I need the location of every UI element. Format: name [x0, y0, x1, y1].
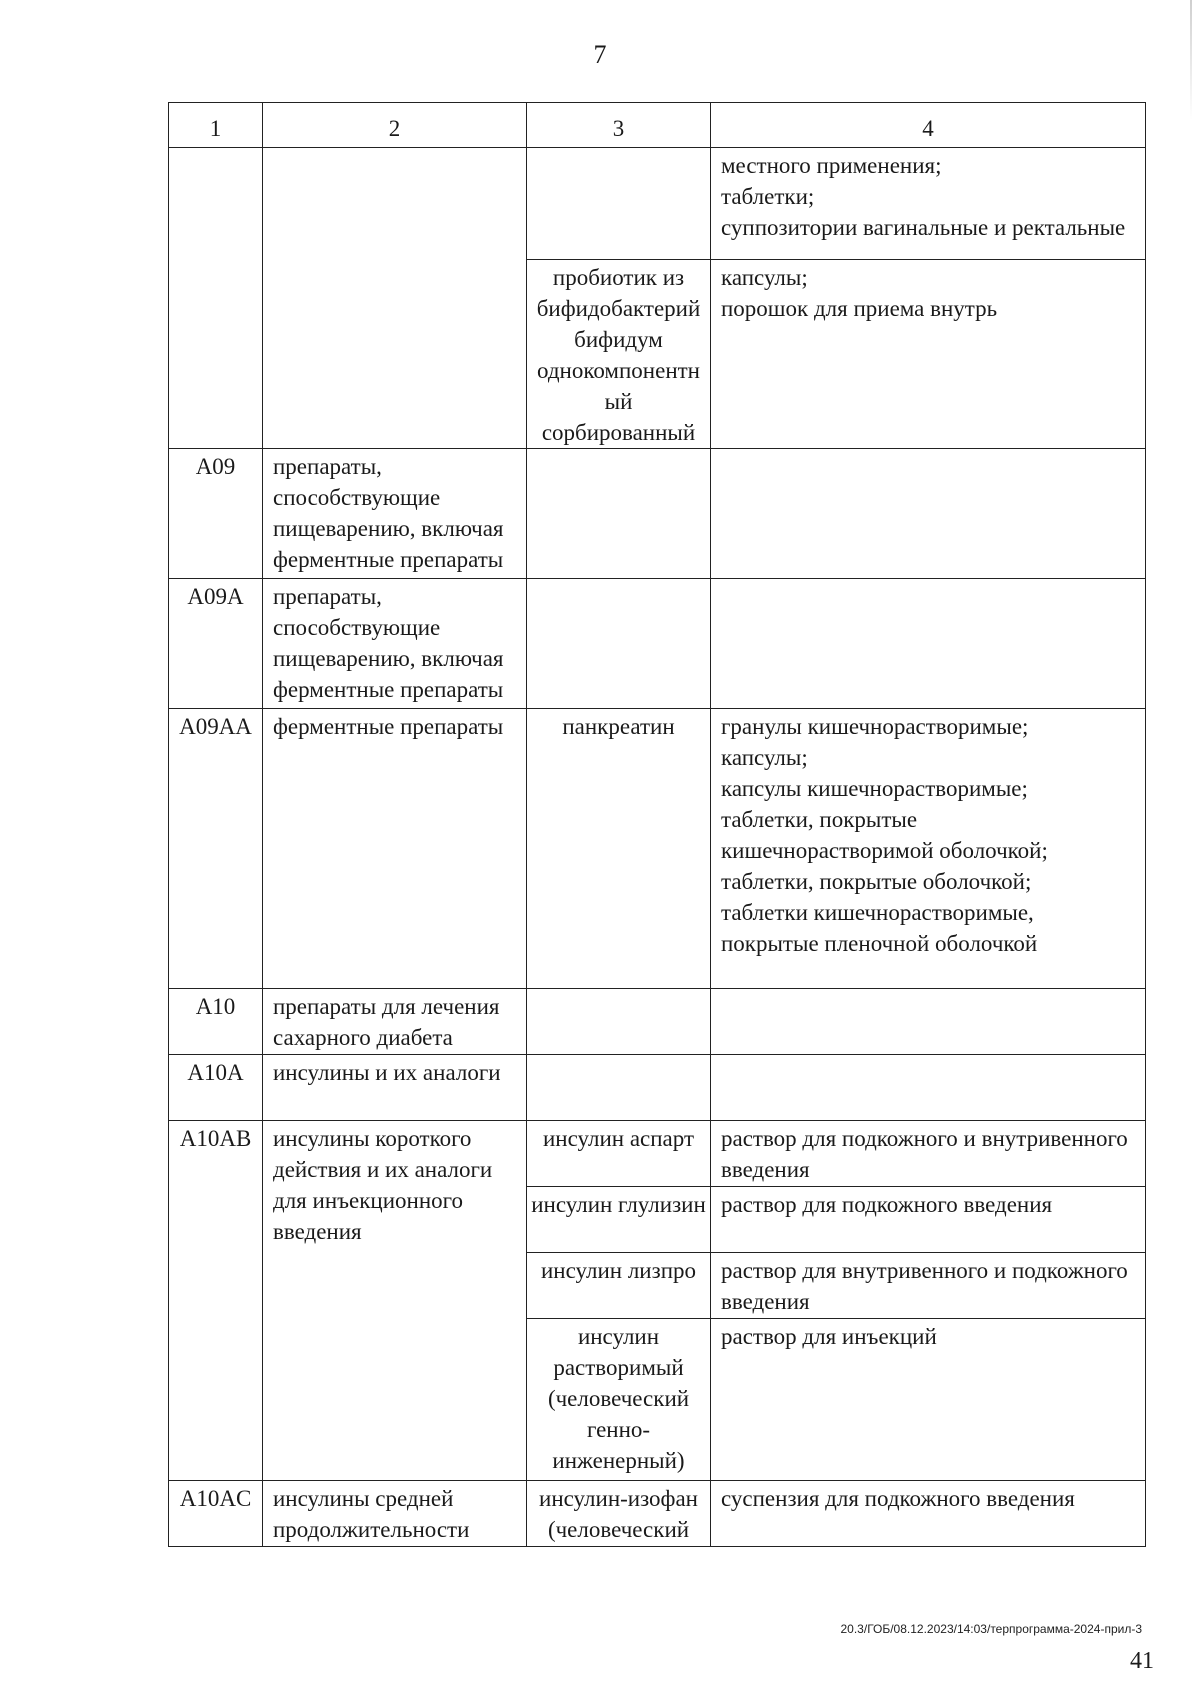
form-line: капсулы;	[721, 265, 808, 290]
form-line: раствор для подкожного введения	[721, 1192, 1053, 1217]
table-row	[169, 1055, 1146, 1121]
forms-cell	[711, 989, 1146, 1055]
form-line: порошок для приема внутрь	[721, 296, 998, 321]
atc-code-cell	[169, 148, 263, 449]
atc-code-cell: A10A	[169, 1055, 263, 1121]
header-cell-3: 3	[527, 103, 711, 148]
table-row	[169, 1481, 1146, 1547]
forms-cell	[711, 1481, 1146, 1547]
atc-code-cell: A10AC	[169, 1481, 263, 1547]
table-row	[169, 449, 1146, 579]
header-cell-1: 1	[169, 103, 263, 148]
atc-code-cell: A09	[169, 449, 263, 579]
forms-cell	[711, 148, 1146, 260]
forms-cell	[711, 260, 1146, 449]
atc-code-cell: A10AB	[169, 1121, 263, 1481]
inn-cell: инсулин растворимый (человеческий генно-инженерный)	[527, 1319, 711, 1481]
forms-cell	[711, 1319, 1146, 1481]
form-line: таблетки, покрытые кишечнорастворимой оболочкой;	[721, 807, 1048, 863]
group-cell: препараты, способствующие пищеварению, включая ферментные препараты	[263, 449, 527, 579]
form-line: раствор для инъекций	[721, 1324, 937, 1349]
forms-cell	[711, 1055, 1146, 1121]
forms-cell	[711, 579, 1146, 709]
inn-cell	[527, 1055, 711, 1121]
page-number: 7	[593, 40, 607, 69]
group-cell: инсулины средней продолжительности	[263, 1481, 527, 1547]
atc-code-cell: A09AA	[169, 709, 263, 989]
group-cell	[263, 148, 527, 449]
inn-cell: инсулин аспарт	[527, 1121, 711, 1187]
form-line: раствор для подкожного и внутривенного введения	[721, 1126, 1128, 1182]
inn-cell	[527, 579, 711, 709]
header-cell-2: 2	[263, 103, 527, 148]
form-line: таблетки кишечнорастворимые, покрытые пленочной оболочкой	[721, 900, 1038, 956]
group-cell: ферментные препараты	[263, 709, 527, 989]
inn-cell: пробиотик из бифидобактерий бифидум однокомпонентный сорбированный	[527, 260, 711, 449]
footer-page-number: 41	[1130, 1648, 1154, 1674]
document-stamp: 20.3/ГОБ/08.12.2023/14:03/терпрограмма-2024-прил-3	[840, 1622, 1142, 1636]
table-row	[169, 579, 1146, 709]
drug-table	[168, 102, 1146, 1547]
forms-cell	[711, 1121, 1146, 1187]
table-row	[169, 1121, 1146, 1187]
inn-cell: инсулин лизпро	[527, 1253, 711, 1319]
table-header-row	[169, 103, 1146, 148]
forms-cell	[711, 1253, 1146, 1319]
group-cell: инсулины и их аналоги	[263, 1055, 527, 1121]
table-row	[169, 989, 1146, 1055]
group-cell: препараты, способствующие пищеварению, включая ферментные препараты	[263, 579, 527, 709]
form-line: капсулы;	[721, 745, 808, 770]
forms-cell	[711, 709, 1146, 989]
form-line: гранулы кишечнорастворимые;	[721, 714, 1029, 739]
form-line: местного применения;	[721, 153, 942, 178]
group-cell: препараты для лечения сахарного диабета	[263, 989, 527, 1055]
forms-cell	[711, 449, 1146, 579]
inn-cell: инсулин-изофан (человеческий	[527, 1481, 711, 1547]
header-cell-4: 4	[711, 103, 1146, 148]
form-line: суппозитории вагинальные и ректальные	[721, 215, 1126, 240]
inn-cell	[527, 989, 711, 1055]
form-line: капсулы кишечнорастворимые;	[721, 776, 1028, 801]
inn-cell	[527, 449, 711, 579]
inn-cell: панкреатин	[527, 709, 711, 989]
atc-code-cell: A09A	[169, 579, 263, 709]
table-row	[169, 148, 1146, 260]
table-row	[169, 709, 1146, 989]
forms-cell	[711, 1187, 1146, 1253]
form-line: таблетки, покрытые оболочкой;	[721, 869, 1032, 894]
form-line: раствор для внутривенного и подкожного введения	[721, 1258, 1128, 1314]
form-line: суспензия для подкожного введения	[721, 1486, 1075, 1511]
inn-cell	[527, 148, 711, 260]
inn-cell: инсулин глулизин	[527, 1187, 711, 1253]
form-line: таблетки;	[721, 184, 815, 209]
atc-code-cell: A10	[169, 989, 263, 1055]
group-cell: инсулины короткого действия и их аналоги для инъекционного введения	[263, 1121, 527, 1481]
